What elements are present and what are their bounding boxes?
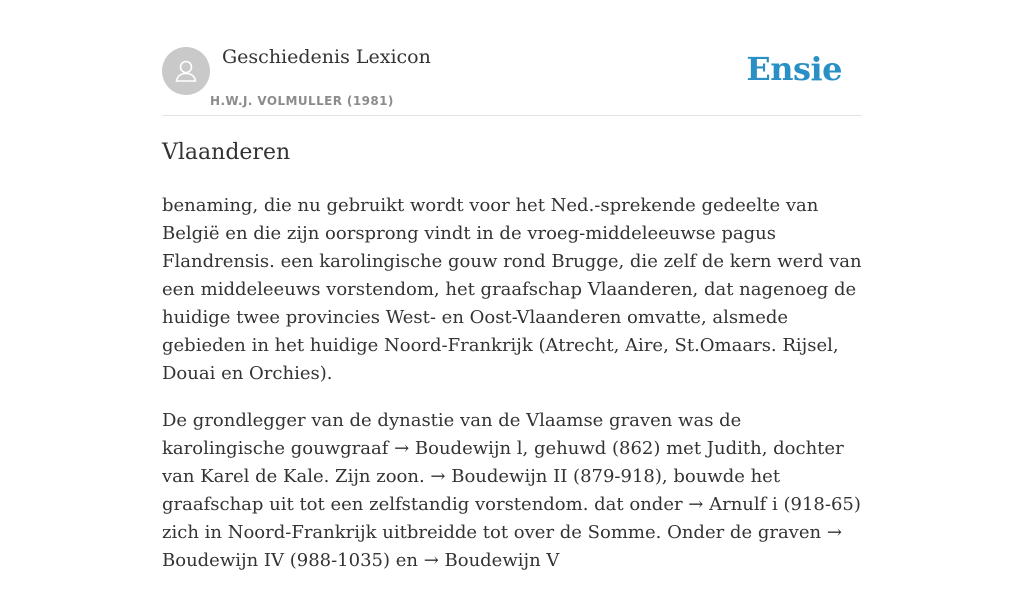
page-container (162, 0, 862, 571)
entry-title: Vlaanderen (162, 140, 291, 165)
entry-paragraph: De grondlegger van de dynastie van de Vlaamse graven was de karolingische gouwgraaf → Boudewijn l, gehuwd (862) met Judith, dochter van Karel de Kale. Zijn zoon. → Boudewijn II (879-918), bouwde het graafschap uit tot een zelfstandig vorstendom. dat onder → Arnulf i (918-65) zich in Noord-Frankrijk uitbreidde tot over de Somme. Onder de graven → Boudewijn IV (988-1035) en → Boudewijn V (162, 410, 861, 571)
entry-paragraph: benaming, die nu gebruikt wordt voor het Ned.-sprekende gedeelte van België en die zijn oorsprong vindt in de vroeg-middeleeuwse pagus Flandrensis. een karolingische gouw rond Brugge, die zelf de kern werd van een middeleeuws vorstendom, het graafschap Vlaanderen, dat nagenoeg de huidige twee provincies West- en Oost-Vlaanderen omvatte, alsmede gebieden in het huidige Noord-Frankrijk (Atrecht, Aire, St.Omaars. Rijsel, Douai en Orchies). (162, 195, 862, 384)
entry-content (162, 192, 862, 594)
user-avatar-icon[interactable] (162, 47, 210, 95)
source-author[interactable]: H.W.J. VOLMULLER (1981) (210, 94, 394, 108)
source-title[interactable]: Geschiedenis Lexicon (222, 46, 431, 68)
brand-logo[interactable]: Ensie (746, 50, 842, 88)
source-header (162, 0, 862, 116)
